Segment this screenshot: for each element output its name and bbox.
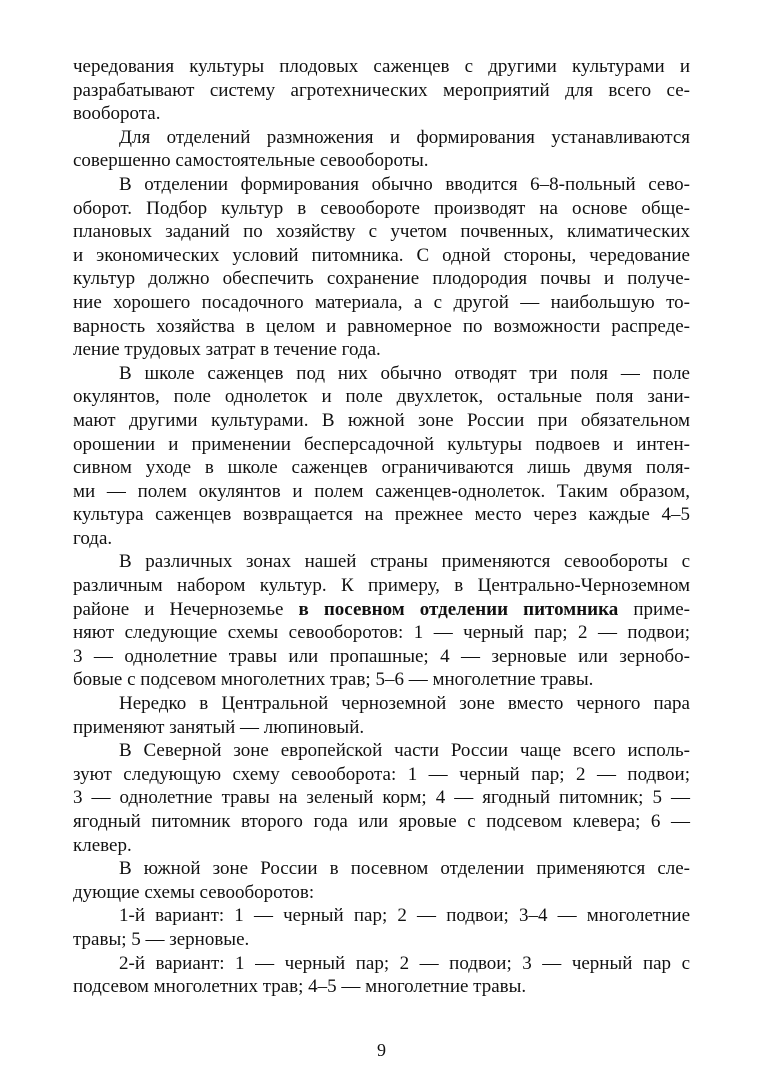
- text-line: ние хорошего посадочного материала, а с другой — наибольшую то-: [73, 291, 690, 313]
- paragraph: [73, 126, 690, 173]
- text-line: В Северной зоне европейской части России чаще всего исполь-: [119, 740, 690, 762]
- text-line: В отделении формирования обычно вводится 6–8-польный сево-: [119, 173, 690, 195]
- text-line: орошении и применении бесперсадочной культуры подвоев и интен-: [73, 433, 690, 455]
- text-line: Для отделений размножения и формирования устанавливаются: [119, 126, 690, 148]
- text-line: В школе саженцев под них обычно отводят три поля — поле: [119, 362, 690, 384]
- paragraph: [73, 952, 690, 999]
- text-line: дующие схемы севооборотов:: [73, 881, 315, 903]
- text-line: плановых заданий по хозяйству с учетом почвенных, климатических: [73, 221, 690, 243]
- text-line: 1-й вариант: 1 — черный пар; 2 — подвои; 3–4 — многолетние: [119, 905, 690, 927]
- page-number: 9: [377, 1040, 386, 1060]
- text-line: мают другими культурами. В южной зоне России при обязательном: [73, 409, 690, 431]
- text-line: применяют занятый — люпиновый.: [73, 716, 365, 738]
- text-line: оборот. Подбор культур в севообороте производят на основе обще-: [73, 197, 690, 219]
- text-line: варность хозяйства в целом и равномерное по возможности распреде-: [73, 315, 690, 337]
- page-body: [73, 55, 690, 999]
- text-line: культур должно обеспечить сохранение плодородия почвы и получе-: [73, 268, 690, 290]
- text-line: Нередко в Центральной черноземной зоне вместо черного пара: [119, 693, 690, 715]
- paragraph: [73, 55, 690, 126]
- text-line: 3 — однолетние травы на зеленый корм; 4 — ягодный питомник; 5 —: [73, 787, 690, 809]
- bold-phrase: в посевном отделении питомника: [298, 598, 619, 620]
- text-line: различным набором культур. К примеру, в Центрально-Черноземном: [73, 575, 690, 597]
- paragraph: [73, 173, 690, 362]
- text-line: подсевом многолетних трав; 4–5 — многолетние травы.: [73, 976, 527, 998]
- text-line: сивном уходе в школе саженцев ограничиваются лишь двумя поля-: [73, 457, 690, 479]
- text-line: 2-й вариант: 1 — черный пар; 2 — подвои; 3 — черный пар с: [119, 952, 690, 974]
- text-line: совершенно самостоятельные севообороты.: [73, 150, 429, 172]
- text-line: года.: [73, 527, 113, 549]
- paragraph: [73, 362, 690, 551]
- text-line: ягодный питомник второго года или яровые с подсевом клевера; 6 —: [73, 811, 690, 832]
- text-line: В различных зонах нашей страны применяются севообороты с: [119, 551, 690, 573]
- paragraph: [73, 692, 690, 739]
- text-line: няют следующие схемы севооборотов: 1 — черный пар; 2 — подвои;: [73, 622, 690, 644]
- text-segment: районе и Нечерноземье: [73, 598, 299, 620]
- paragraph: [73, 550, 690, 692]
- text-line: клевер.: [73, 834, 132, 856]
- text-line: ми — полем окулянтов и полем саженцев-однолеток. Таким образом,: [73, 480, 690, 502]
- text-line: и экономических условий питомника. С одной стороны, чередование: [73, 244, 690, 266]
- text-line: вооборота.: [73, 103, 161, 125]
- text-line: окулянтов, поле однолеток и поле двухлеток, остальные поля зани-: [73, 386, 690, 408]
- text-line: бовые с подсевом многолетних трав; 5–6 — многолетние травы.: [73, 669, 594, 691]
- text-line: зуют следующую схему севооборота: 1 — черный пар; 2 — подвои;: [73, 763, 690, 785]
- text-segment: приме-: [618, 598, 690, 620]
- paragraph: [73, 857, 690, 904]
- text-line: травы; 5 — зерновые.: [73, 928, 250, 950]
- text-line: ление трудовых затрат в течение года.: [73, 339, 381, 361]
- paragraph: [73, 739, 690, 857]
- text-line: разрабатывают систему агротехнических мероприятий для всего се-: [73, 79, 690, 101]
- text-line: [73, 598, 690, 622]
- text-line: культура саженцев возвращается на прежнее место через каждые 4–5: [73, 504, 690, 526]
- text-line: 3 — однолетние травы или пропашные; 4 — зерновые или зернобо-: [73, 645, 690, 667]
- paragraph: [73, 904, 690, 951]
- text-line: чередования культуры плодовых саженцев с другими культурами и: [73, 56, 690, 77]
- text-line: В южной зоне России в посевном отделении применяются сле-: [119, 858, 690, 880]
